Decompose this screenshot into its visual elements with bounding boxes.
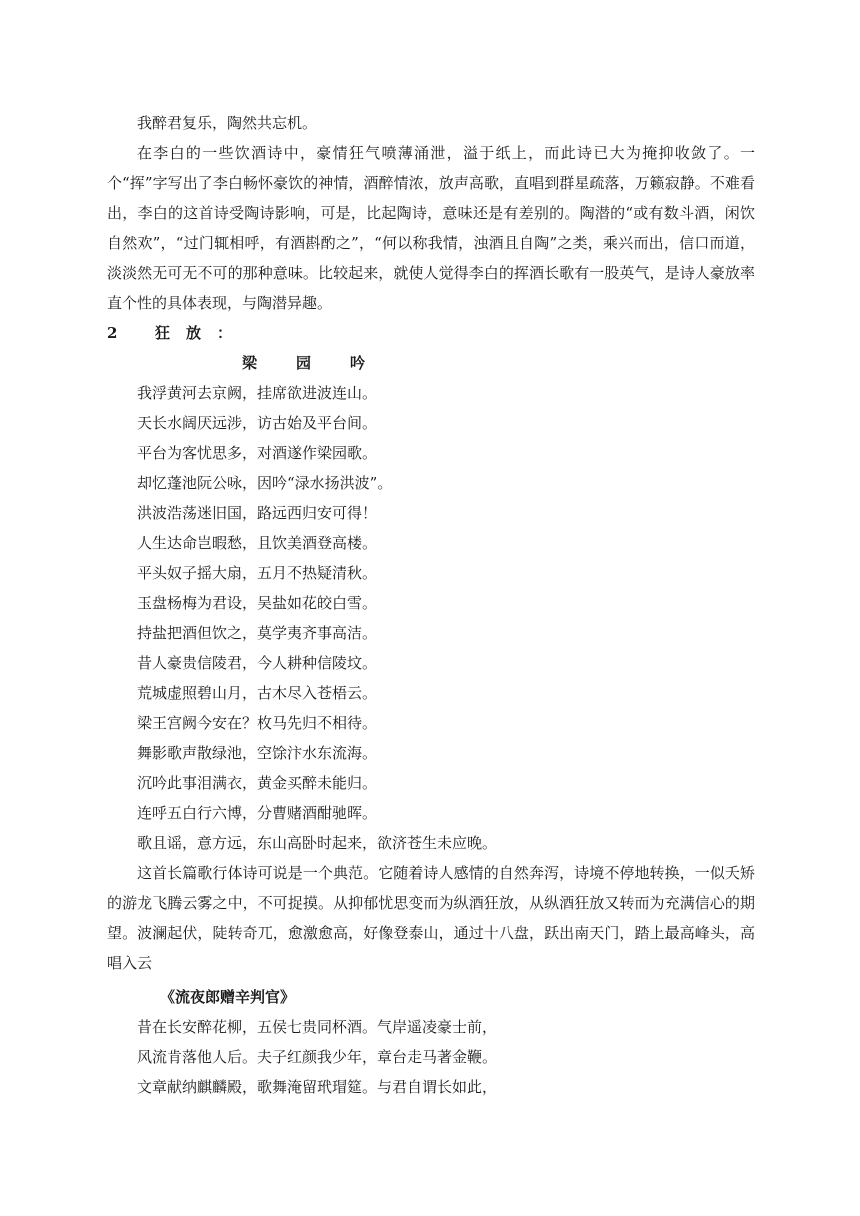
poem-liuyelang-body <box>107 1012 755 1102</box>
poem-line: 昔人豪贵信陵君，今人耕种信陵坟。 <box>137 654 378 672</box>
poem-line: 歌且谣，意方远，东山高卧时起来，欲济苍生未应晚。 <box>137 834 498 852</box>
poem-title-char: 梁 <box>242 354 258 372</box>
poem-line: 平头奴子摇大扇，五月不热疑清秋。 <box>137 564 378 582</box>
poem-title-liuyelang: 《流夜郎赠辛判官》 <box>160 988 296 1006</box>
poem-line: 平台为客忧思多，对酒遂作梁园歌。 <box>137 444 378 462</box>
poem-line: 梁王宫阙今安在？枚马先归不相待。 <box>137 714 378 732</box>
poem-title-char: 园 <box>296 354 312 372</box>
section-heading <box>107 318 755 348</box>
poem-line: 文章献纳麒麟殿，歌舞淹留玳瑁筵。与君自谓长如此， <box>137 1078 498 1096</box>
poem-line: 荒城虚照碧山月，古木尽入苍梧云。 <box>137 684 378 702</box>
commentary-paragraph-2: 这首长篇歌行体诗可说是一个典范。它随着诗人感情的自然奔泻，诗境不停地转换，一似夭矫的游龙飞腾云雾之中，不可捉摸。从抑郁忧思变而为纵酒狂放，从纵酒狂放又转而为充满信心的期望。波澜起伏，陡转奇兀，愈激愈高，好像登泰山，通过十八盘，跃出南天门，踏上最高峰头，高唱入云 <box>107 864 755 972</box>
poem-line: 昔在长安醉花柳，五侯七贵同杯酒。气岸遥凌豪士前， <box>137 1018 498 1036</box>
commentary-paragraph-1: 在李白的一些饮酒诗中，豪情狂气喷薄涌泄，溢于纸上，而此诗已大为掩抑收敛了。一个“挥”字写出了李白畅怀豪饮的神情，酒醉情浓，放声高歌，直唱到群星疏落，万籁寂静。不难看出，李白的这首诗受陶诗影响，可是，比起陶诗，意味还是有差别的。陶潜的“或有数斗酒，闲饮自然欢”，“过门辄相呼，有酒斟酌之”，“何以称我情，浊酒且自陶”之类，乘兴而出，信口而道，淡淡然无可无不可的那种意味。比较起来，就使人觉得李白的挥酒长歌有一股英气，是诗人豪放率直个性的具体表现，与陶潜异趣。 <box>107 144 755 312</box>
intro-line: 我醉君复乐，陶然共忘机。 <box>137 114 318 132</box>
poem-line: 我浮黄河去京阙，挂席欲进波连山。 <box>137 384 378 402</box>
poem-line: 天长水阔厌远涉，访古始及平台间。 <box>137 414 378 432</box>
poem-title-liangyuanyin <box>107 348 755 378</box>
document-body <box>107 108 755 1102</box>
poem-line: 玉盘杨梅为君设，吴盐如花皎白雪。 <box>137 594 378 612</box>
poem-line: 人生达命岂暇愁，且饮美酒登高楼。 <box>137 534 378 552</box>
poem-line: 持盐把酒但饮之，莫学夷齐事高洁。 <box>137 624 378 642</box>
poem-line: 舞影歌声散绿池，空馀汴水东流海。 <box>137 744 378 762</box>
poem-line: 风流肯落他人后。夫子红颜我少年，章台走马著金鞭。 <box>137 1048 498 1066</box>
section-number: 2 <box>107 324 118 342</box>
poem-line: 连呼五白行六博，分曹赌酒酣驰晖。 <box>137 804 378 822</box>
poem-title-char: 吟 <box>350 354 366 372</box>
poem-line: 沉吟此事泪满衣，黄金买醉未能归。 <box>137 774 378 792</box>
poem-line: 却忆蓬池阮公咏，因吟“渌水扬洪波”。 <box>137 474 393 492</box>
poem-liangyuanyin-body <box>107 378 755 858</box>
poem-line: 洪波浩荡迷旧国，路远西归安可得！ <box>137 504 378 522</box>
section-title: 狂放： <box>155 324 249 342</box>
